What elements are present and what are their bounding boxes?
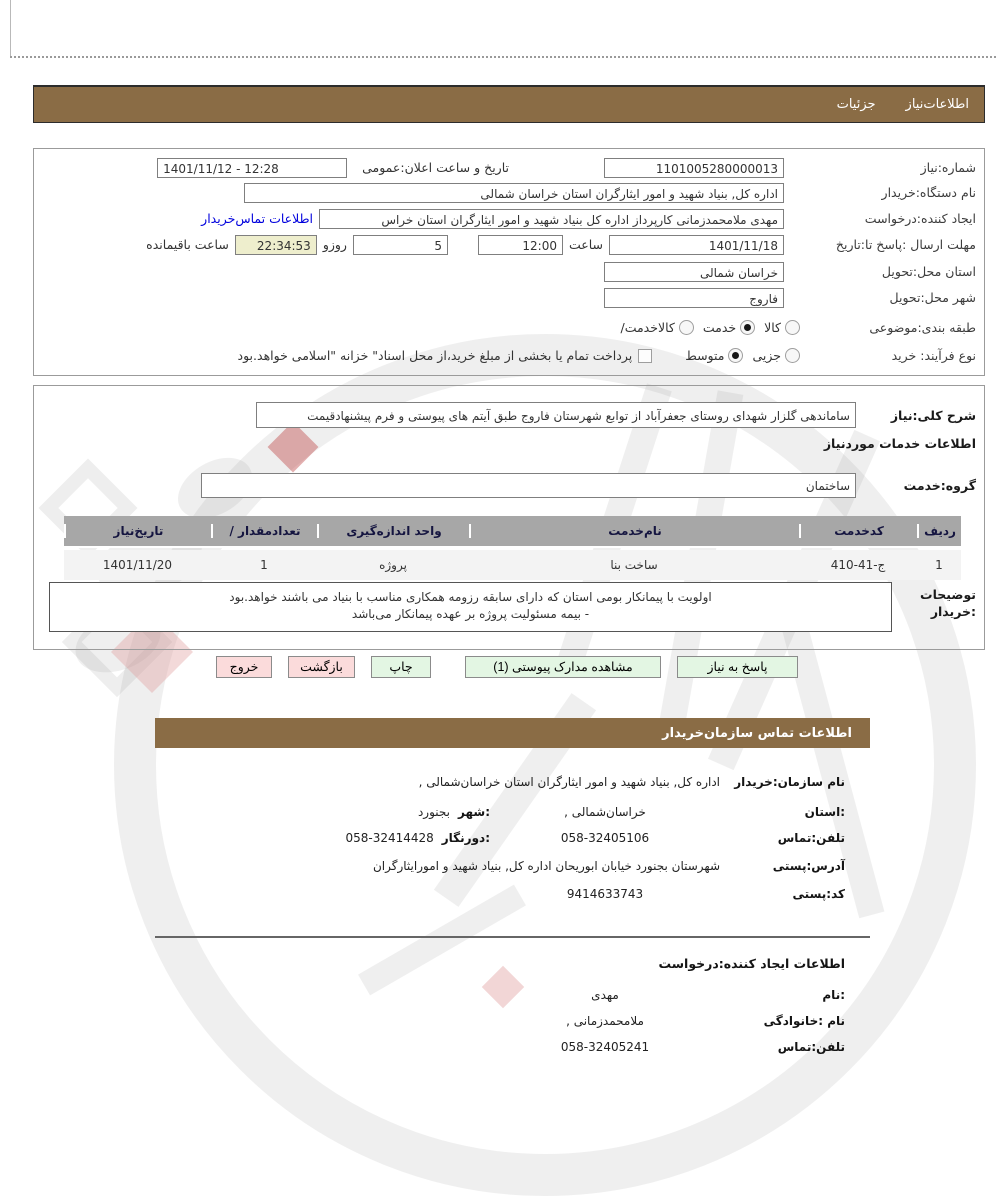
- radio-service-label: خدمت: [702, 320, 737, 335]
- exit-button[interactable]: خروج: [216, 656, 272, 678]
- city-value: بجنورد: [417, 805, 450, 819]
- phone-value: 058-32405106: [560, 831, 650, 845]
- deadline-date-field[interactable]: 1401/11/18: [609, 235, 784, 255]
- need-services-panel: [33, 385, 985, 650]
- need-number-label: شماره:نیاز: [920, 160, 976, 175]
- request-creator-field[interactable]: مهدی ملامحمدزمانی کارپرداز اداره کل بنیاد شهید و امور ایثارگران استان خراس: [319, 209, 784, 229]
- tab-bar: [33, 85, 985, 123]
- first-name-label: :نام: [822, 988, 845, 1002]
- services-table: [64, 516, 961, 580]
- delivery-province-field[interactable]: خراسان شمالی: [604, 262, 784, 282]
- buyer-org-field[interactable]: اداره کل, بنیاد شهید و امور ایثارگران استان خراسان شمالی: [244, 183, 784, 203]
- last-name-value: ملامحمدزمانی ,: [566, 1014, 644, 1028]
- creator-phone-label: تلفن:تماس: [777, 1040, 845, 1054]
- cell-unit: پروژه: [379, 558, 407, 572]
- col-row-number: ردیف: [917, 524, 961, 538]
- col-service-name: نام‌خدمت: [469, 524, 799, 538]
- postal-address-value: شهرستان بجنورد خیابان ابوریحان اداره کل, بنیاد شهید و امورایثارگران: [372, 859, 720, 873]
- publish-datetime-label: تاریخ و ساعت اعلان:عمومی: [362, 160, 509, 175]
- section-divider: [155, 936, 870, 938]
- buyer-contact-link[interactable]: اطلاعات تماس‌خریدار: [201, 211, 313, 226]
- subject-category-label: طبقه بندی:موضوعی: [869, 320, 976, 335]
- cell-row-number: 1: [935, 558, 943, 572]
- service-group-label: گروه:خدمت: [903, 477, 976, 493]
- process-type-label: نوع فرآیند: خرید: [891, 348, 976, 363]
- radio-service[interactable]: [740, 320, 755, 335]
- city-label: :شهر: [458, 805, 490, 819]
- publish-datetime-field[interactable]: 1401/11/12 - 12:28: [157, 158, 347, 178]
- radio-goods-service-label: کالاخدمت/: [620, 320, 675, 335]
- request-creator-heading: اطلاعات ایجاد کننده:درخواست: [658, 956, 845, 971]
- view-attachments-button[interactable]: مشاهده مدارک پیوستی (1): [465, 656, 661, 678]
- treasury-payment-label: پرداخت تمام یا بخشی از مبلغ خرید،از محل اسناد" خزانه "اسلامی خواهد.بود: [237, 348, 633, 363]
- treasury-payment-checkbox[interactable]: [638, 349, 652, 363]
- postal-code-value: 9414633743: [566, 887, 644, 901]
- reply-deadline-label: مهلت ارسال :پاسخ تا:تاریخ: [835, 237, 976, 252]
- request-creator-label: ایجاد کننده:درخواست: [864, 211, 976, 226]
- first-name-value: مهدی: [591, 988, 619, 1002]
- service-group-field[interactable]: ساختمان: [201, 473, 856, 498]
- action-buttons: [216, 656, 798, 678]
- buyer-contact-bar: [155, 718, 870, 748]
- fax-value: 058-32414428: [345, 831, 434, 845]
- buyer-contact-section: [155, 718, 870, 1078]
- need-number-field[interactable]: 1101005280000013: [604, 158, 784, 178]
- delivery-province-label: استان محل:تحویل: [881, 264, 976, 279]
- radio-medium-label: متوسط: [685, 348, 725, 363]
- respond-to-need-button[interactable]: پاسخ به نیاز: [677, 656, 798, 678]
- radio-medium[interactable]: [728, 348, 743, 363]
- back-button[interactable]: بازگشت: [288, 656, 355, 678]
- org-name-value: اداره کل, بنیاد شهید و امور ایثارگران استان خراسان‌شمالی ,: [418, 775, 720, 789]
- fax-label: :دورنگار: [441, 831, 490, 845]
- buyer-notes: [49, 582, 976, 632]
- radio-minor[interactable]: [785, 348, 800, 363]
- radio-goods-service[interactable]: [679, 320, 694, 335]
- services-table-header: [64, 516, 961, 548]
- notes-line1: اولویت با پیمانکار بومی استان که دارای سابقه رزومه همکاری مناسب با بنیاد می باشند خواهد.بود: [229, 590, 712, 604]
- top-dotted-divider: [10, 56, 996, 58]
- col-service-code: کدخدمت: [799, 524, 917, 538]
- radio-goods[interactable]: [785, 320, 800, 335]
- deadline-time-field[interactable]: 12:00: [478, 235, 563, 255]
- days-remaining-field[interactable]: 5: [353, 235, 448, 255]
- buyer-notes-field[interactable]: [49, 582, 892, 632]
- need-description-label: شرح کلی:نیاز: [890, 407, 976, 423]
- province-value: خراسان‌شمالی ,: [564, 805, 646, 819]
- phone-label: تلفن:تماس: [777, 831, 845, 845]
- buyer-contact-bar-title: اطلاعات تماس سازمان‌خریدار: [662, 725, 852, 741]
- postal-code-label: کد:پستی: [792, 887, 845, 901]
- notes-label-line2: :خریدار: [930, 604, 976, 619]
- remaining-hours-label: ساعت باقیمانده: [146, 237, 229, 252]
- tab-details[interactable]: جزئیات: [836, 97, 876, 112]
- days-label: روزو: [322, 237, 347, 252]
- col-need-date: تاریخ‌نیاز: [64, 524, 211, 538]
- required-services-heading: اطلاعات خدمات موردنیاز: [823, 436, 976, 451]
- notes-label-line1: توضیحات: [920, 587, 976, 602]
- notes-line2: - بیمه مسئولیت پروژه بر عهده پیمانکار می‌باشد: [351, 607, 590, 621]
- cell-service-name: ساخت بنا: [610, 558, 658, 572]
- need-general-panel: [33, 148, 985, 376]
- need-description-field[interactable]: ساماندهی گلزار شهدای روستای جعفرآباد از توابع شهرستان فاروج طبق آیتم های پیوستی و فرم پیشنهادقیمت: [256, 402, 856, 428]
- radio-minor-label: جزیی: [752, 348, 781, 363]
- print-button[interactable]: چاپ: [371, 656, 431, 678]
- org-name-label: نام سازمان:خریدار: [734, 775, 845, 789]
- table-row: [64, 550, 961, 580]
- hour-label: ساعت: [568, 237, 603, 252]
- buyer-notes-label: [892, 582, 976, 632]
- cell-quantity: 1: [260, 558, 268, 572]
- cell-service-code: ج-41-410: [830, 558, 886, 572]
- top-left-rule: [10, 0, 11, 57]
- cell-need-date: 1401/11/20: [102, 558, 173, 572]
- col-unit: واحد اندازه‌گیری: [317, 524, 469, 538]
- tab-need-info[interactable]: اطلاعات‌نیاز: [905, 97, 969, 112]
- delivery-city-label: شهر محل:تحویل: [889, 290, 976, 305]
- last-name-label: نام :خانوادگی: [763, 1014, 845, 1028]
- col-quantity: تعدادمقدار /: [211, 524, 317, 538]
- postal-address-label: آدرس:پستی: [772, 859, 845, 873]
- delivery-city-field[interactable]: فاروج: [604, 288, 784, 308]
- province-label: :استان: [804, 805, 845, 819]
- radio-goods-label: کالا: [764, 320, 781, 335]
- buyer-org-label: نام دستگاه:خریدار: [881, 185, 976, 200]
- creator-phone-value: 058-32405241: [560, 1040, 650, 1054]
- countdown-timer: 22:34:53: [235, 235, 317, 255]
